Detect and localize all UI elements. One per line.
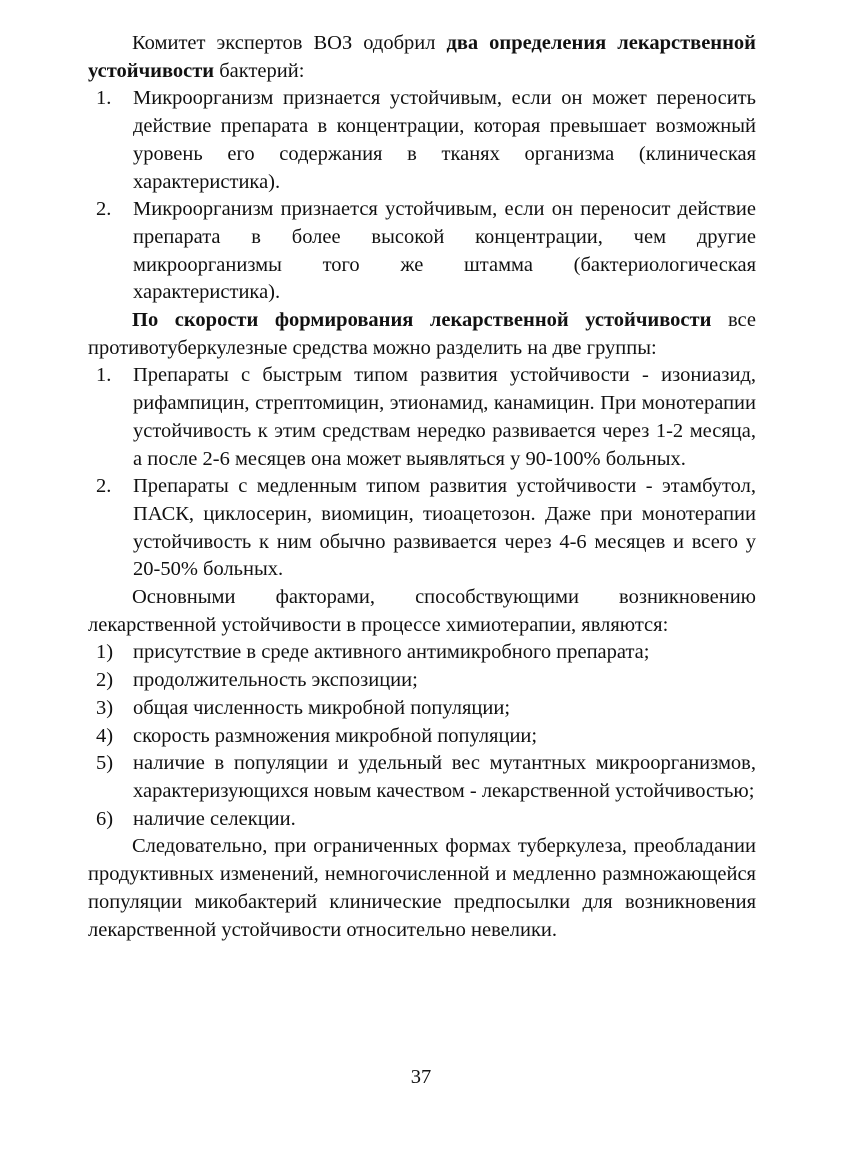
list-item: 1. Микроорганизм признается устойчивым, если он может переносить действие препарата в концентрации, которая превышает возможный уровень его содержания в тканях организма (клиническая характеристика). — [96, 87, 756, 193]
factors-paragraph: Основными факторами, способствующими возникновению лекарственной устойчивости в процессе химиотерапии, являются: — [88, 586, 756, 636]
list-item: 1) присутствие в среде активного антимикробного препарата; — [96, 641, 650, 664]
page-number: 37 — [410, 1066, 432, 1088]
factors-list — [88, 639, 756, 833]
list-item: 6) наличие селекции. — [96, 807, 296, 830]
groups-list — [88, 362, 756, 584]
definitions-list — [88, 85, 756, 307]
list-item: 4) скорость размножения микробной популяции; — [96, 724, 538, 747]
list-item: 2. Препараты с медленным типом развития устойчивости - этамбутол, ПАСК, циклосерин, виомицин, тиоацетозон. Даже при монотерапии устойчивость к ним обычно развивается через 4-6 месяцев и всего у 20-50% больных. — [96, 475, 756, 581]
list-item: 5) наличие в популяции и удельный вес мутантных микроорганизмов, характеризующихся новым качеством - лекарственной устойчивостью; — [96, 752, 756, 802]
list-item: 2. Микроорганизм признается устойчивым, если он переносит действие препарата в более высокой концентрации, чем другие микроорганизмы того же штамма (бактериологическая характеристика). — [96, 198, 756, 304]
list-item: 3) общая численность микробной популяции; — [96, 696, 511, 719]
list-item: 1. Препараты с быстрым типом развития устойчивости - изониазид, рифампицин, стрептомицин, этионамид, канамицин. При монотерапии устойчивость к этим средствам нередко развивается через 1-2 месяца, а после 2-6 месяцев она может выявляться у 90-100% больных. — [96, 364, 756, 470]
groups-paragraph: По скорости формирования лекарственной устойчивости все противотуберкулезные средства можно разделить на две группы: — [88, 309, 756, 359]
list-item: 2) продолжительность экспозиции; — [96, 669, 418, 692]
bold-term-speed: По скорости формирования лекарственной устойчивости — [132, 309, 712, 332]
page-body — [88, 30, 756, 944]
bold-term-definitions: два определения лекарственной устойчивости — [88, 32, 756, 82]
conclusion-paragraph: Следовательно, при ограниченных формах туберкулеза, преобладании продуктивных изменений, немногочисленной и медленно размножающейся популяции микобактерий клинические предпосылки для возникновения лекарственной устойчивости относительно невелики. — [88, 835, 756, 941]
intro-paragraph: Комитет экспертов ВОЗ одобрил два определения лекарственной устойчивости бактерий: — [88, 32, 756, 82]
